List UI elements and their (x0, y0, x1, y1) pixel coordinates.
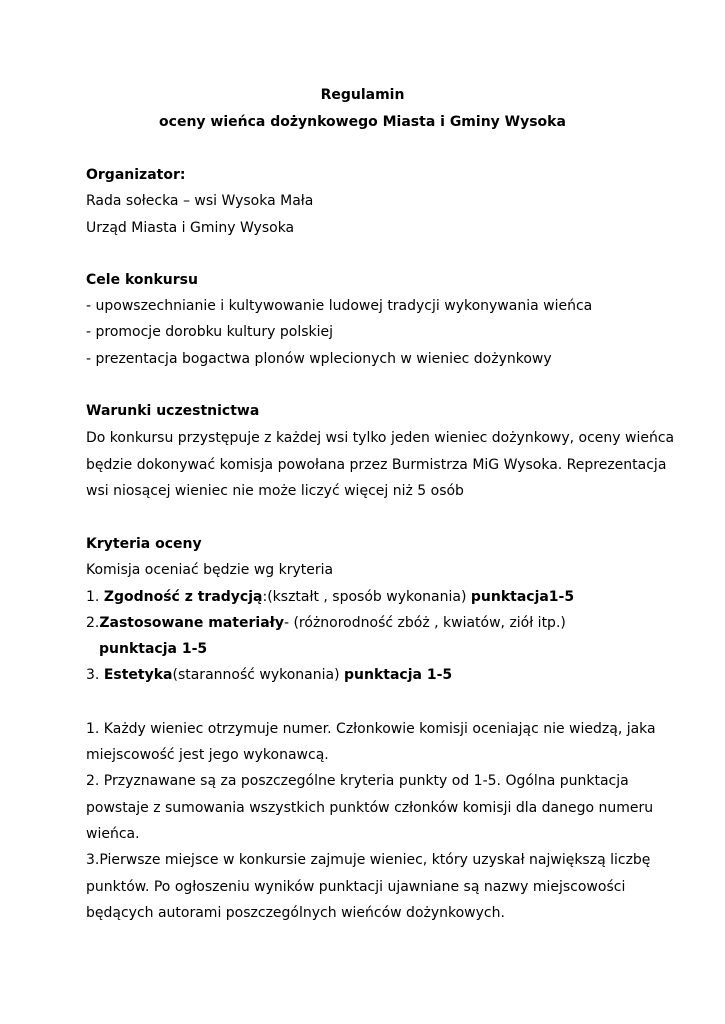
title-line-1: Regulamin (320, 87, 405, 103)
criterion-3-name: Estetyka (103, 667, 173, 683)
conditions-line: będzie dokonywać komisja powołana przez Burmistrza MiG Wysoka. Reprezentacja (86, 457, 667, 473)
organizer-heading: Organizator: (86, 167, 186, 183)
criterion-2-score: punktacja 1-5 (99, 641, 208, 657)
goals-item: - promocje dorobku kultury polskiej (86, 324, 334, 340)
conditions-heading: Warunki uczestnictwa (86, 403, 260, 419)
goals-heading: Cele konkursu (86, 272, 198, 288)
rules-line: 3.Pierwsze miejsce w konkursie zajmuje wieniec, który uzyskał największą liczbę (86, 852, 651, 868)
criterion-3 (86, 666, 452, 684)
criterion-3-score: punktacja 1-5 (344, 667, 453, 683)
rules-line: punktów. Po ogłoszeniu wyników punktacji ujawniane są nazwy miejscowości (86, 879, 626, 895)
criteria-heading: Kryteria oceny (86, 536, 202, 552)
rules-line: będących autorami poszczególnych wieńców dożynkowych. (86, 905, 505, 921)
organizer-item: Urząd Miasta i Gminy Wysoka (86, 220, 295, 236)
rules-line: miejscowość jest jego wykonawcą. (86, 747, 329, 763)
criterion-3-number: 3. (86, 667, 104, 683)
title-line-2: oceny wieńca dożynkowego Miasta i Gminy Wysoka (159, 114, 566, 130)
criterion-1 (86, 588, 574, 606)
rules-line: wieńca. (86, 826, 140, 842)
criterion-2-number: 2. (86, 615, 100, 631)
criteria-intro: Komisja oceniać będzie wg kryteria (86, 562, 334, 578)
criterion-1-number: 1. (86, 589, 104, 605)
conditions-line: wsi niosącej wieniec nie może liczyć więcej niż 5 osób (86, 483, 464, 499)
criterion-1-description: :(kształt , sposób wykonania) (262, 589, 471, 605)
criterion-2 (86, 614, 566, 632)
rules-line: 1. Każdy wieniec otrzymuje numer. Członkowie komisji oceniając nie wiedzą, jaka (86, 721, 656, 737)
criterion-2-name: Zastosowane materiały (99, 615, 284, 631)
goals-item: - prezentacja bogactwa plonów wplecionych w wieniec dożynkowy (86, 351, 552, 367)
rules-line: 2. Przyznawane są za poszczególne kryteria punkty od 1-5. Ogólna punktacja (86, 773, 629, 789)
criterion-1-score: punktacja1-5 (470, 589, 575, 605)
criterion-1-name: Zgodność z tradycją (103, 589, 263, 605)
organizer-item: Rada sołecka – wsi Wysoka Mała (86, 193, 314, 209)
rules-line: powstaje z sumowania wszystkich punktów członków komisji dla danego numeru (86, 800, 654, 816)
conditions-line: Do konkursu przystępuje z każdej wsi tylko jeden wieniec dożynkowy, oceny wieńca (86, 430, 675, 446)
criterion-3-description: (staranność wykonania) (172, 667, 345, 683)
criterion-2-description: - (różnorodność zbóż , kwiatów, ziół itp.) (283, 615, 566, 631)
goals-item: - upowszechnianie i kultywowanie ludowej tradycji wykonywania wieńca (86, 298, 593, 314)
